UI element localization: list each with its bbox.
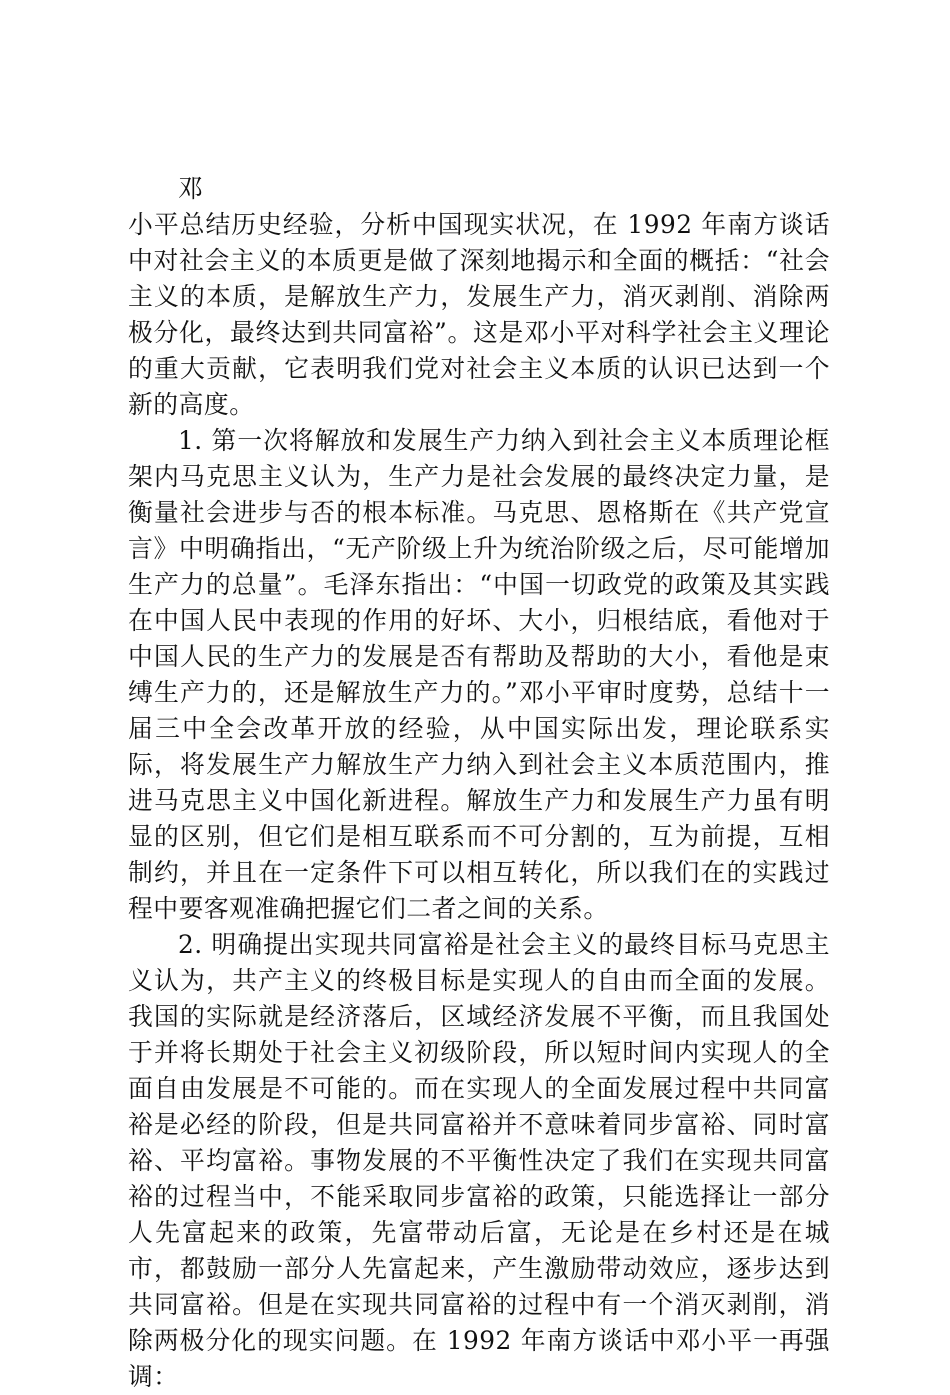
paragraph-point-1: 1. 第一次将解放和发展生产力纳入到社会主义本质理论框架内马克思主义认为，生产力是社会发展的最终决定力量，是衡量社会进步与否的根本标准。马克思、恩格斯在《共产党宣言》中明确指出，“无产阶级上升为统治阶级之后，尽可能增加生产力的总量”。毛泽东指出：“中国一切政党的政策及其实践在中国人民中表现的作用的好坏、大小，归根结底，看他对于中国人民的生产力的发展是否有帮助及帮助的大小，看他是束缚生产力的，还是解放生产力的。”邓小平审时度势，总结十一届三中全会改革开放的经验，从中国实际出发，理论联系实际，将发展生产力解放生产力纳入到社会主义本质范围内，推进马克思主义中国化新进程。解放生产力和发展生产力虽有明显的区别，但它们是相互联系而不可分割的，互为前提，互相制约，并且在一定条件下可以相互转化，所以我们在的实践过程中要客观准确把握它们二者之间的关系。 — [128, 426, 830, 923]
paragraph-point-2: 2. 明确提出实现共同富裕是社会主义的最终目标马克思主义认为，共产主义的终极目标是实现人的自由而全面的发展。我国的实际就是经济落后，区域经济发展不平衡，而且我国处于并将长期处于社会主义初级阶段，所以短时间内实现人的全面自由发展是不可能的。而在实现人的全面发展过程中共同富裕是必经的阶段，但是共同富裕并不意味着同步富裕、同时富裕、平均富裕。事物发展的不平衡性决定了我们在实现共同富裕的过程当中，不能采取同步富裕的政策，只能选择让一部分人先富起来的政策，先富带动后富，无论是在乡村还是在城市，都鼓励一部分人先富起来，产生激励带动效应，逐步达到共同富裕。但是在实现共同富裕的过程中有一个消灭剥削，消除两极分化的现实问题。在 1992 年南方谈话中邓小平一再强调： — [128, 930, 830, 1391]
document-body — [128, 171, 830, 1395]
opening-character: 邓 — [178, 174, 204, 203]
paragraph-intro: 小平总结历史经验，分析中国现实状况，在 1992 年南方谈话中对社会主义的本质更是做了深刻地揭示和全面的概括：“社会主义的本质，是解放生产力，发展生产力，消灭剥削、消除两极分化，最终达到共同富裕”。这是邓小平对科学社会主义理论的重大贡献，它表明我们党对社会主义本质的认识已达到一个新的高度。 — [128, 210, 830, 419]
